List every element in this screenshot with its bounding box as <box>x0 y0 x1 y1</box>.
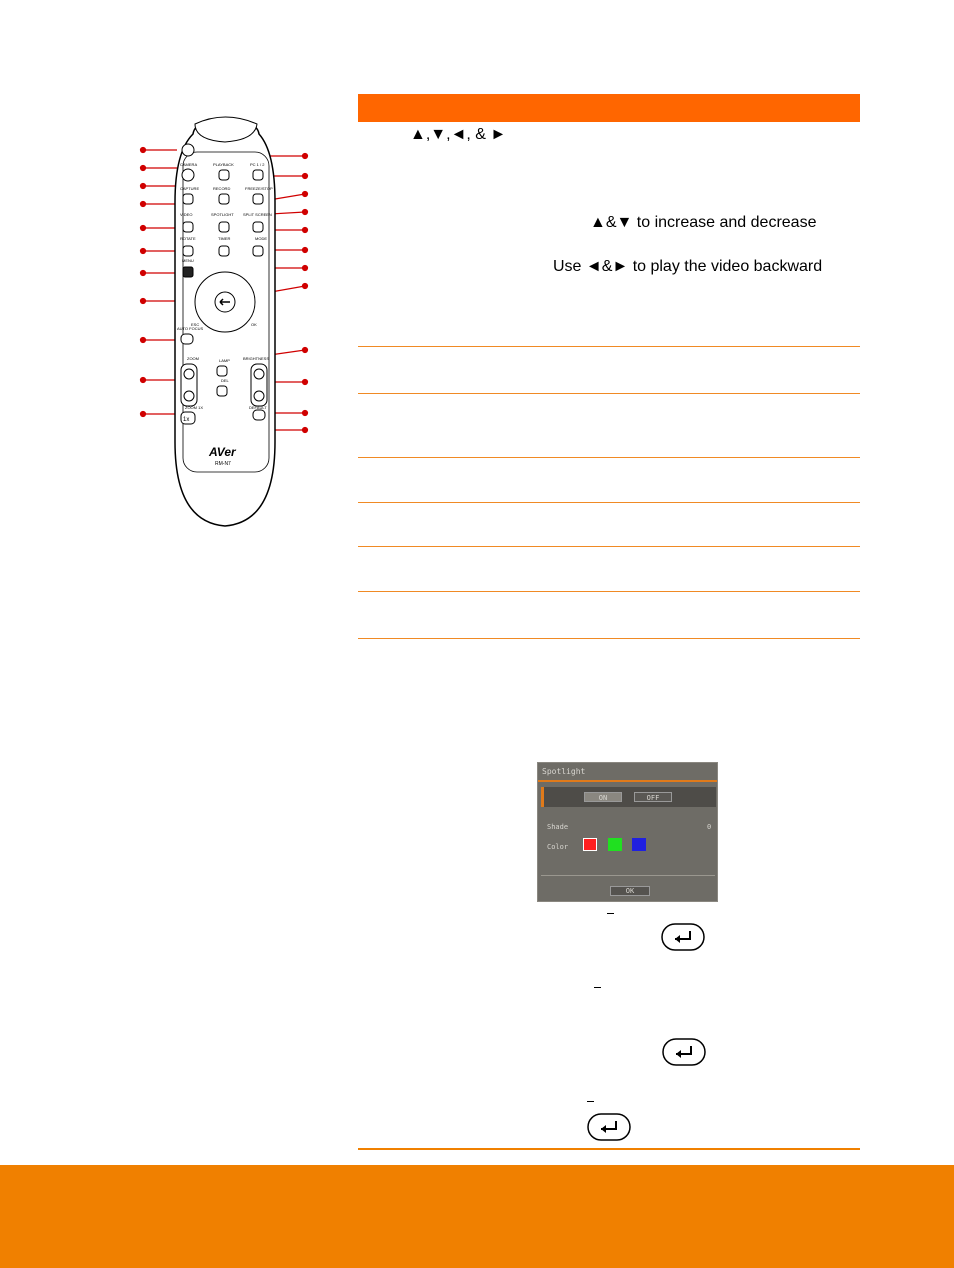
svg-text:BRIGHTNESS: BRIGHTNESS <box>243 356 270 361</box>
enter-key-icon <box>662 1038 706 1066</box>
row-divider <box>358 502 860 503</box>
svg-text:DEFAULT: DEFAULT <box>249 405 267 410</box>
off-button[interactable]: OFF <box>634 792 672 802</box>
dash-mark <box>594 987 601 988</box>
enter-key-icon <box>661 923 705 951</box>
svg-text:OK: OK <box>251 322 257 327</box>
svg-text:ROTATE: ROTATE <box>180 236 196 241</box>
dash-mark <box>607 913 614 914</box>
svg-text:PLAYBACK: PLAYBACK <box>213 162 234 167</box>
svg-text:DEL: DEL <box>221 378 229 383</box>
svg-text:ESC: ESC <box>191 322 200 327</box>
color-swatch-green[interactable] <box>608 838 622 851</box>
row-divider <box>358 591 860 592</box>
svg-text:SPOTLIGHT: SPOTLIGHT <box>211 212 234 217</box>
svg-text:LAMP: LAMP <box>219 358 230 363</box>
dialog-title-underline <box>538 780 717 782</box>
page-footer-band <box>0 1165 954 1268</box>
row-divider <box>358 638 860 639</box>
spotlight-dialog <box>537 762 718 902</box>
table-header-bar <box>358 94 860 122</box>
svg-text:SPLIT SCREEN: SPLIT SCREEN <box>243 212 272 217</box>
dialog-separator <box>541 875 715 876</box>
on-button[interactable]: ON <box>584 792 622 802</box>
row-divider <box>358 546 860 547</box>
row-divider-bottom <box>358 1148 860 1150</box>
svg-text:VIDEO: VIDEO <box>180 212 193 217</box>
svg-text:FREEZE/STOP: FREEZE/STOP <box>245 186 273 191</box>
svg-text:1x: 1x <box>183 417 190 423</box>
svg-text:RECORD: RECORD <box>213 186 231 191</box>
dialog-ok-button[interactable]: OK <box>610 886 650 896</box>
svg-text:ZOOM 1X: ZOOM 1X <box>185 405 204 410</box>
increase-decrease-text: ▲&▼ to increase and decrease <box>590 214 817 231</box>
svg-text:PC 1 / 2: PC 1 / 2 <box>250 162 265 167</box>
remote-model: RM-N7 <box>215 461 231 467</box>
svg-text:ZOOM: ZOOM <box>187 356 199 361</box>
svg-text:AUTO FOCUS: AUTO FOCUS <box>177 326 204 331</box>
shade-value: 0 <box>707 823 712 831</box>
remote-control-illustration <box>135 112 317 532</box>
row-divider <box>358 457 860 458</box>
svg-text:TIMER: TIMER <box>218 236 231 241</box>
power-button <box>182 144 194 156</box>
remote-brand: AVer <box>209 445 236 459</box>
playback-text: Use ◄&► to play the video backward <box>553 258 823 275</box>
color-label: Color <box>547 843 569 851</box>
remote-label-camera: CAMERA <box>180 162 198 167</box>
svg-text:CAPTURE: CAPTURE <box>180 186 200 191</box>
arrow-keys-label: ▲,▼,◄, & ► <box>410 126 507 143</box>
svg-text:MENU: MENU <box>182 258 194 263</box>
row-divider <box>358 346 860 347</box>
shade-label: Shade <box>547 823 569 831</box>
on-off-bar <box>541 787 716 807</box>
row-divider <box>358 393 860 394</box>
dash-mark <box>587 1101 594 1102</box>
color-swatch-blue[interactable] <box>632 838 646 851</box>
dialog-title: Spotlight <box>542 767 586 776</box>
enter-key-icon <box>587 1113 631 1141</box>
color-swatch-red[interactable] <box>583 838 597 851</box>
svg-text:MODE: MODE <box>255 236 267 241</box>
